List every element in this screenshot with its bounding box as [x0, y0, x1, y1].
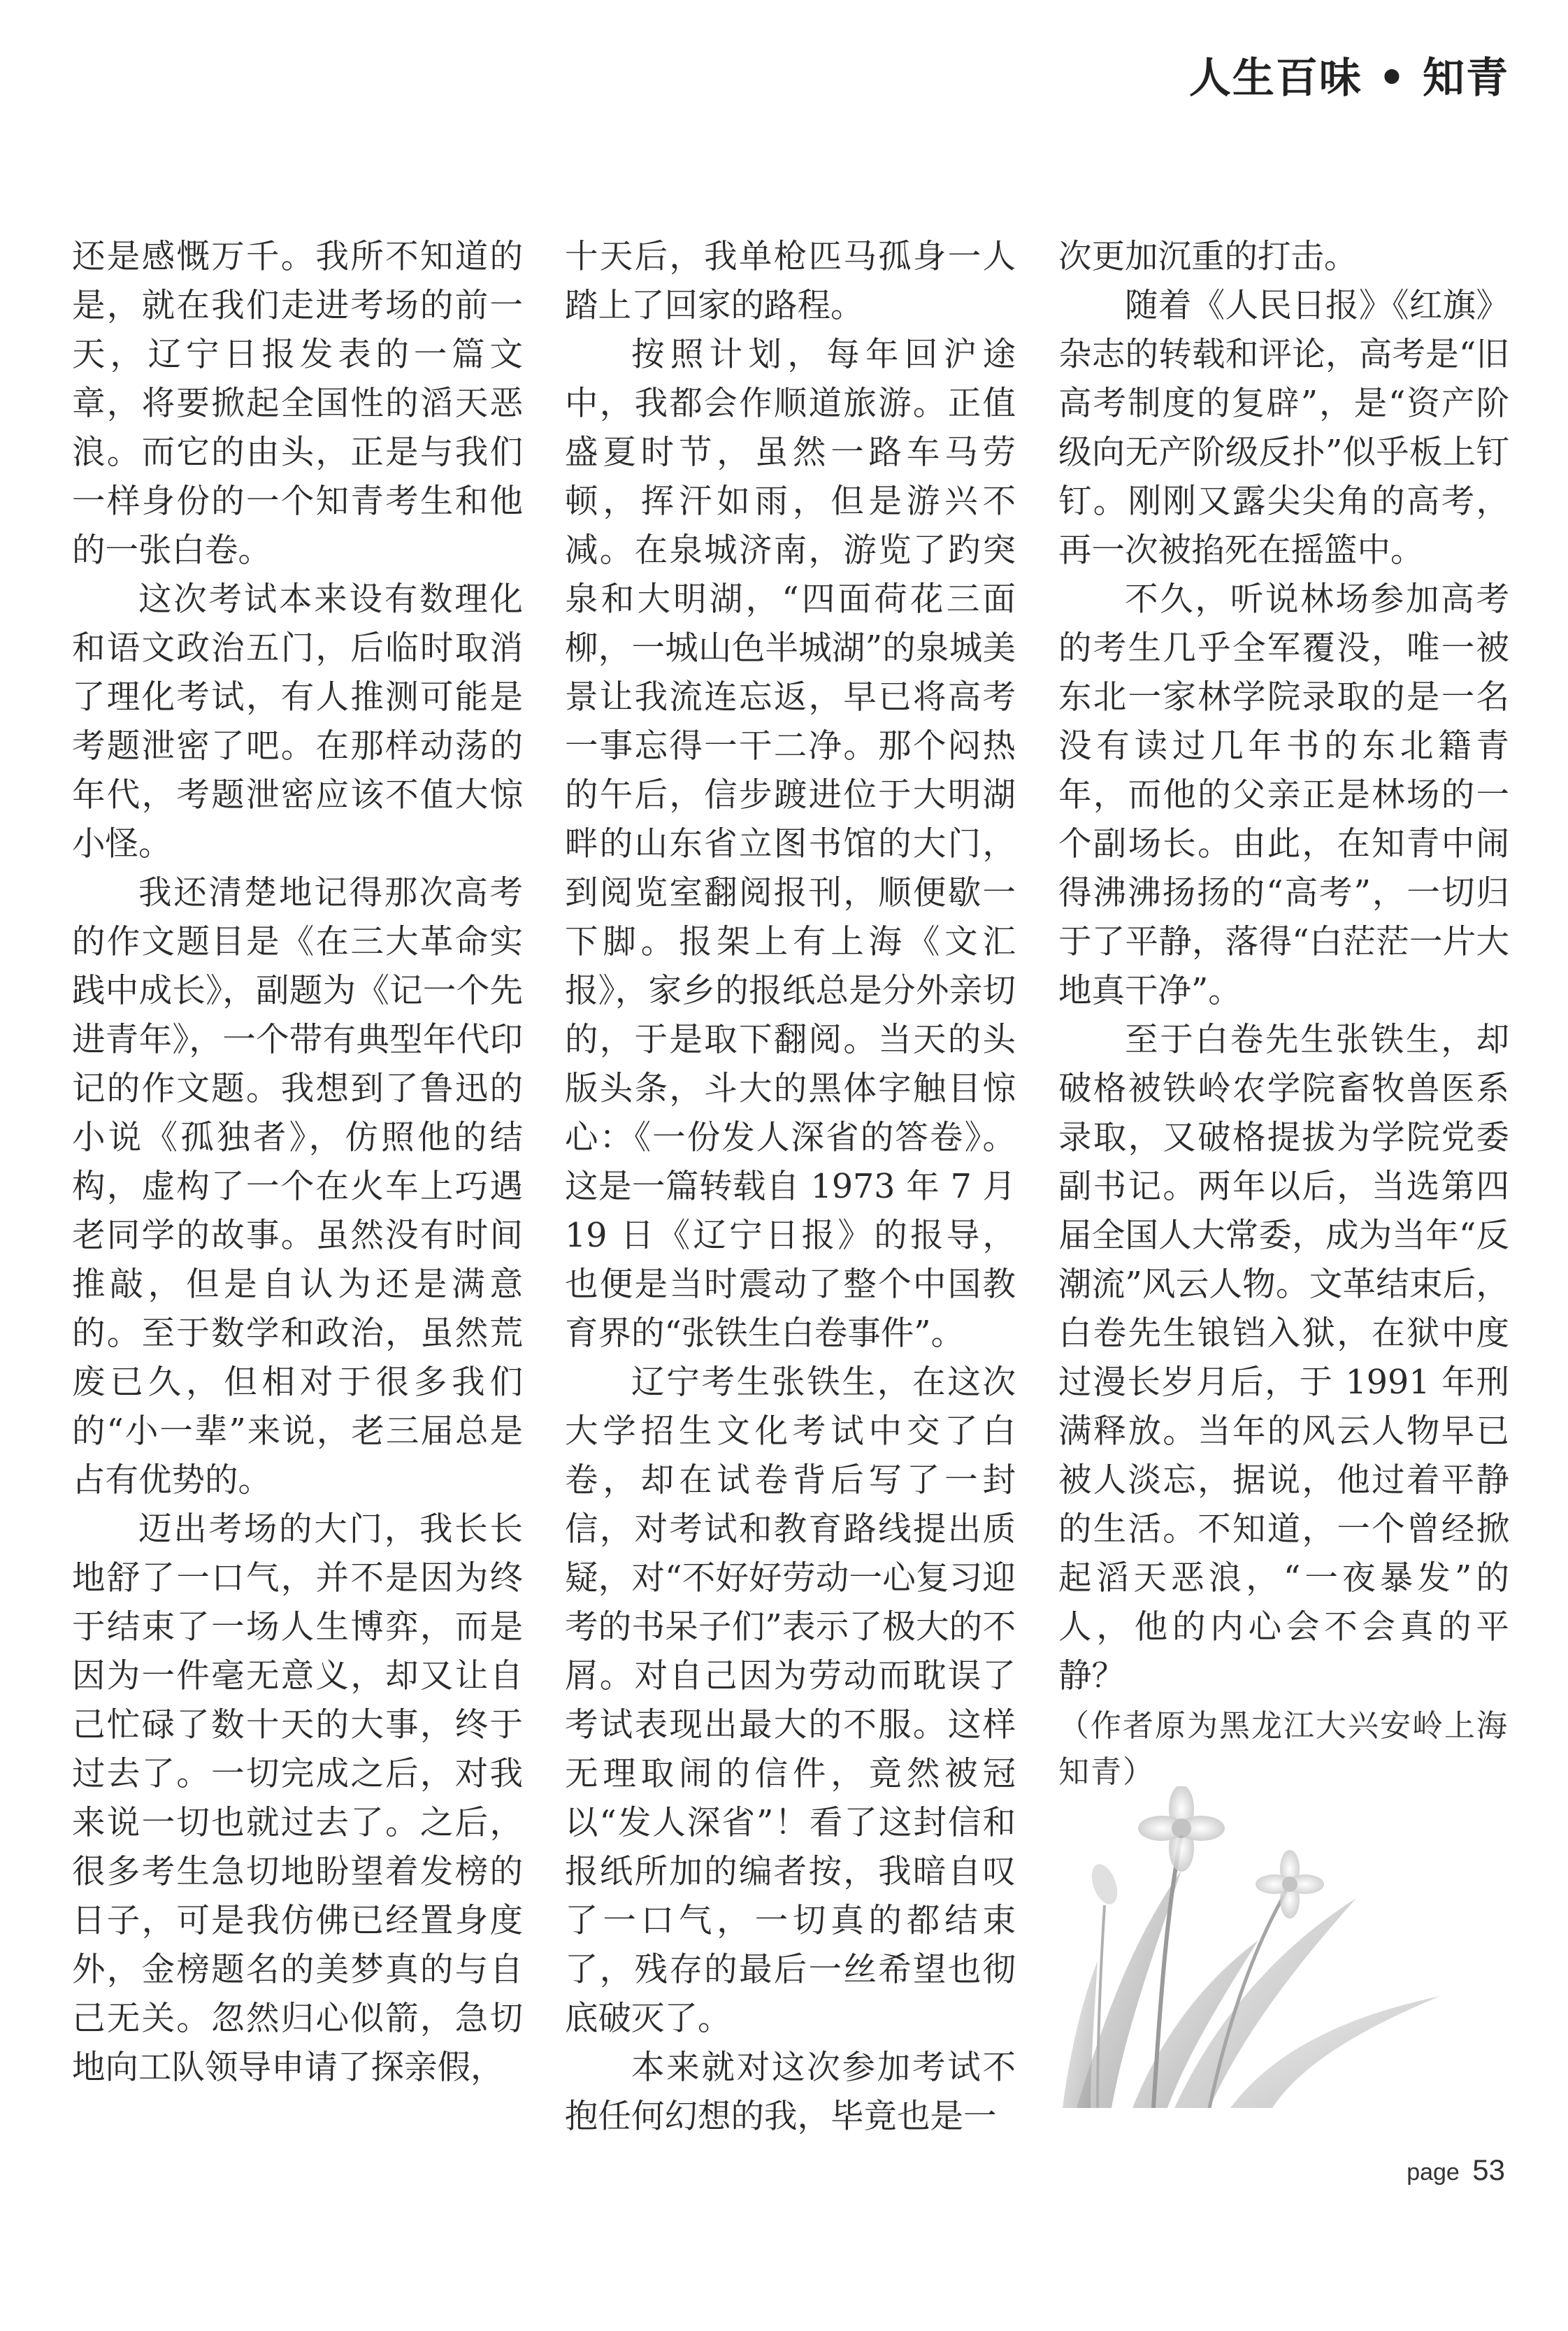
paragraph: 随着《人民日报》《红旗》杂志的转载和评论，高考是“旧高考制度的复辟”，是“资产阶级向无产阶级反扑”似乎板上钉钉。刚刚又露尖尖角的高考，再一次被掐死在摇篮中。	[1058, 287, 1509, 570]
page-footer	[1407, 2153, 1505, 2187]
paragraph: 次更加沉重的打击。	[1058, 238, 1358, 276]
daffodil-illustration-icon	[1049, 1786, 1538, 2108]
paragraph: 还是感慨万千。我所不知道的是，就在我们走进考场的前一天，辽宁日报发表的一篇文章，将要掀起全国性的滔天恶浪。而它的由头，正是与我们一样身份的一个知青考生和他的一张白卷。	[72, 238, 523, 570]
section-header: 人生百味 • 知青	[1188, 54, 1509, 103]
paragraph: 不久，听说林场参加高考的考生几乎全军覆没，唯一被东北一家林学院录取的是一名没有读过几年书的东北籍青年，而他的父亲正是林场的一个副场长。由此，在知青中闹得沸沸扬扬的“高考”，一切归于了平静，落得“白茫茫一片大地真干净”。	[1058, 580, 1509, 1010]
paragraph: 迈出考场的大门，我长长地舒了一口气，并不是因为终于结束了一场人生博弈，而是因为一件毫无意义，却又让自己忙碌了数十天的大事，终于过去了。一切完成之后，对我来说一切也就过去了。之后，很多考生急切地盼望着发榜的日子，可是我仿佛已经置身度外，金榜题名的美梦真的与自己无关。忽然归心似箭，急切地向工队领导申请了探亲假，	[72, 1510, 523, 2087]
paragraph: 本来就对这次参加考试不抱任何幻想的我，毕竟也是一	[565, 2049, 1016, 2136]
text-column-1	[72, 233, 523, 2093]
page-number: 53	[1472, 2153, 1505, 2186]
text-column-2	[565, 233, 1016, 2142]
paragraph: 我还清楚地记得那次高考的作文题目是《在三大革命实践中成长》，副题为《记一个先进青年》，一个带有典型年代印记的作文题。我想到了鲁迅的小说《孤独者》，仿照他的结构，虚构了一个在火车上巧遇老同学的故事。虽然没有时间推敲，但是自认为还是满意的。至于数学和政治，虽然荒废已久，但相对于很多我们的“小一辈”来说，老三届总是占有优势的。	[72, 874, 523, 1500]
author-note: （作者原为黑龙江大兴安岭上海知青）	[1058, 1708, 1509, 1790]
page-label: page	[1407, 2159, 1460, 2186]
paragraph: 按照计划，每年回沪途中，我都会作顺道旅游。正值盛夏时节，虽然一路车马劳顿，挥汗如雨，但是游兴不减。在泉城济南，游览了趵突泉和大明湖，“四面荷花三面柳，一城山色半城湖”的泉城美景让我流连忘返，早已将高考一事忘得一干二净。那个闷热的午后，信步踱进位于大明湖畔的山东省立图书馆的大门，到阅览室翻阅报刊，顺便歇一下脚。报架上有上海《文汇报》，家乡的报纸总是分外亲切的，于是取下翻阅。当天的头版头条，斗大的黑体字触目惊心：《一份发人深省的答卷》。这是一篇转载自 1973 年 7 月 19 日《辽宁日报》的报导，也便是当时震动了整个中国教育界的“张铁生白卷事件”。	[565, 336, 1016, 1353]
paragraph: 这次考试本来设有数理化和语文政治五门，后临时取消了理化考试，有人推测可能是考题泄密了吧。在那样动荡的年代，考题泄密应该不值大惊小怪。	[72, 580, 523, 863]
paragraph: 至于白卷先生张铁生，却破格被铁岭农学院畜牧兽医系录取，又破格提拔为学院党委副书记。两年以后，当选第四届全国人大常委，成为当年“反潮流”风云人物。文革结束后，白卷先生锒铛入狱，在狱中度过漫长岁月后，于 1991 年刑满释放。当年的风云人物早已被人淡忘，据说，他过着平静的生活。不知道，一个曾经掀起滔天恶浪，“一夜暴发”的人，他的内心会不会真的平静？	[1058, 1021, 1509, 1695]
paragraph: 十天后，我单枪匹马孤身一人踏上了回家的路程。	[565, 238, 1016, 325]
paragraph: 辽宁考生张铁生，在这次大学招生文化考试中交了白卷，却在试卷背后写了一封信，对考试和教育路线提出质疑，对“不好好劳动一心复习迎考的书呆子们”表示了极大的不屑。对自己因为劳动而耽误了考试表现出最大的不服。这样无理取闹的信件，竟然被冠以“发人深省”！看了这封信和报纸所加的编者按，我暗自叹了一口气，一切真的都结束了，残存的最后一丝希望也彻底破灭了。	[565, 1363, 1016, 2038]
text-column-3	[1058, 233, 1509, 1701]
